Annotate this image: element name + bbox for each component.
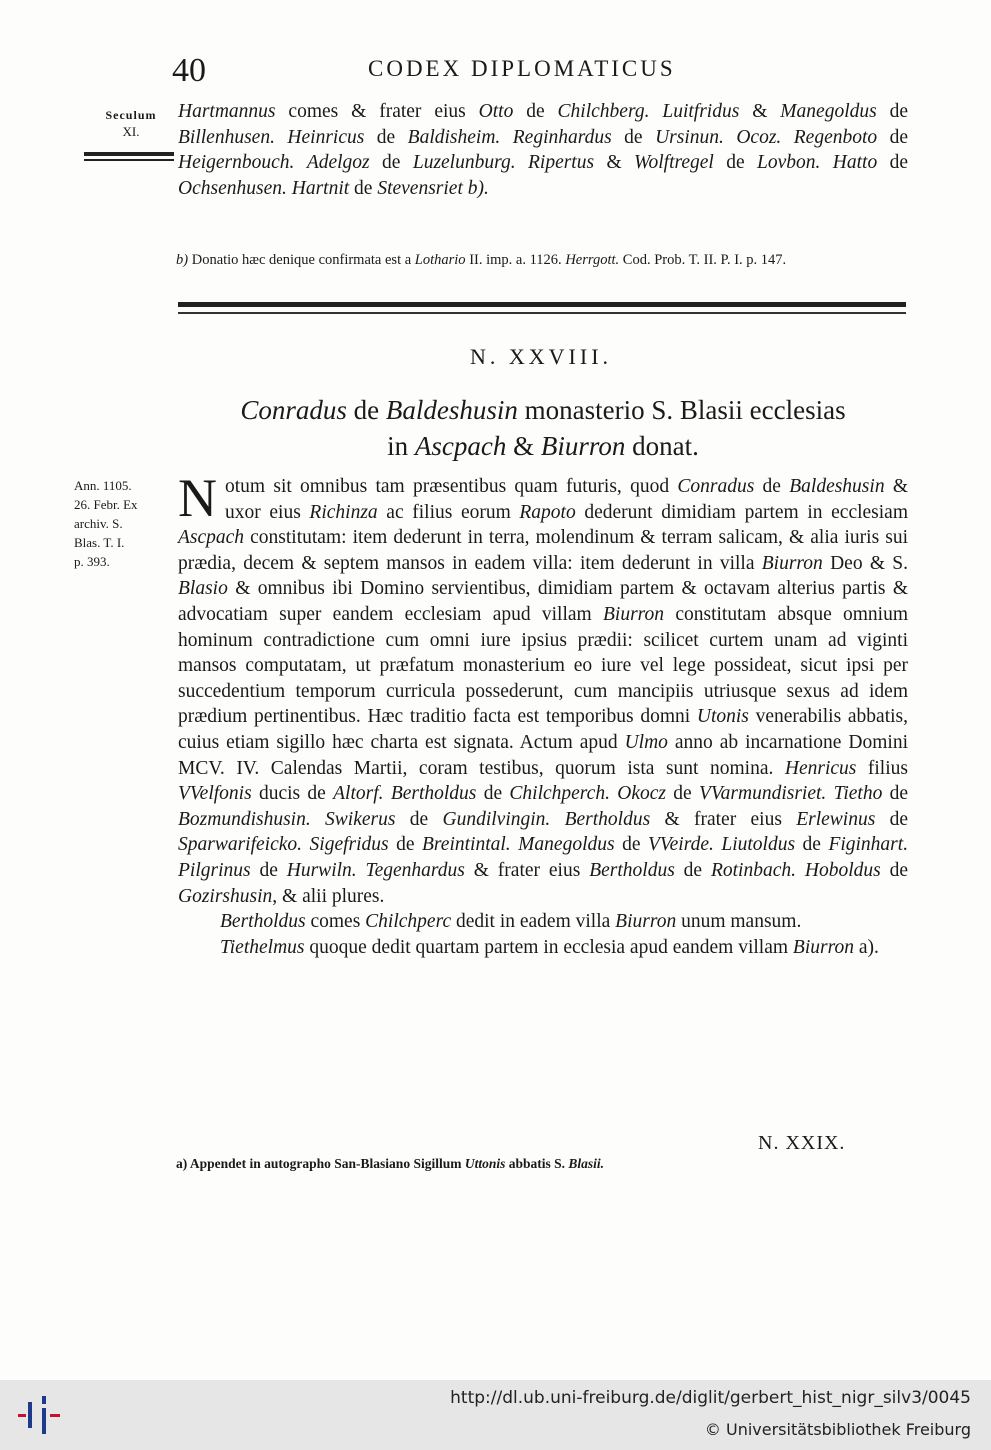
document-title: Conradus de Baldeshusin monasterio S. Blasii ecclesias in Ascpach & Biurron donat. xyxy=(240,395,846,461)
page-number: 40 xyxy=(172,52,206,89)
footnote-b: b) Donatio hæc denique confirmata est a Lothario II. imp. a. 1126. Herrgott. Cod. Prob. T. II. P. I. p. 147. xyxy=(176,252,787,268)
document-number: N. XXVIII. xyxy=(469,344,613,369)
running-title: CODEX DIPLOMATICUS xyxy=(368,56,676,81)
margin-note-line: 26. Febr. Ex xyxy=(74,497,138,512)
charter-paragraph-1: Notum sit omnibus tam præsentibus quam futuris, quod Conradus de Baldeshusin & uxor eius Richinza ac filius eorum Rapoto dederunt dimidiam partem in ecclesiam Ascpach constitutam: item dederunt in terra, molendinum & terram salicam, & alia iuris sui prædia, decem & septem mansos in eadem villa: item dederunt in villa Biurron Deo & S. Blasio & omnibus ibi Domino servientibus, dimidiam partem & octavam alterius partis & advocatiam super eandem ecclesiam apud villam Biurron constitutam absque omnium hominum contradictione cum omni iure ipsius prædii: scilicet curtem unam ad viginti mansos computatam, ut præfatum monasterium eo iure vel lege possideat, sicut ipsi per succedentium temporum curricula possederunt, cum mancipiis utriusque sexus ad idem prædium pertinentibus. Hæc traditio facta est temporibus domni Utonis venerabilis abbatis, cuius etiam sigillo hæc charta est signata. Actum apud Ulmo anno ab incarnatione Domini MCV. IV. Calendas Martii, coram testibus, quorum ista sunt nomina. Henricus filius VVelfonis ducis de Altorf. Bertholdus de Chilchperch. Okocz de VVarmundisriet. Tietho de Bozmundishusin. Swikerus de Gundilvingin. Bertholdus & frater eius Erlewinus de Sparwarifeicko. Sigefridus de Breintintal. Manegoldus de VVeirde. Liutoldus de Figinhart. Pilgrinus de Hurwiln. Tegenhardus & frater eius Bertholdus de Rotinbach. Hoboldus de Gozirshusin, & alii plures. xyxy=(178,468,909,907)
charter-paragraph-3: Tiethelmus quoque dedit quartam partem in ecclesia apud eandem villam Biurron a). xyxy=(220,936,879,958)
continuation-paragraph: Hartmannus comes & frater eius Otto de Chilchberg. Luitfridus & Manegoldus de Billenhusen. Heinricus de Baldisheim. Reginhardus de Ursinun. Ocoz. Regenboto de Heigernbouch. Adelgoz de Luzelunburg. Ripertus & Wolftregel de Lovbon. Hatto de Ochsenhusen. Hartnit de Stevensriet b). xyxy=(178,101,909,199)
initial-letter: N xyxy=(178,468,217,528)
margin-seculum xyxy=(86,108,176,140)
margin-note-line: p. 393. xyxy=(74,554,110,569)
catchword: N. XXIX. xyxy=(758,1132,846,1154)
seculum-rule-2 xyxy=(84,159,174,161)
section-rule-thick xyxy=(178,302,906,307)
ub-freiburg-logo-icon xyxy=(16,1392,68,1438)
seculum-rule-1 xyxy=(84,152,174,156)
footnote-a: a) Appendet in autographo San-Blasiano Sigillum Uttonis abbatis S. Blasii. xyxy=(176,1156,605,1171)
margin-date-note xyxy=(74,476,174,571)
margin-note-line: archiv. S. xyxy=(74,516,123,531)
section-rule-thin xyxy=(178,312,906,314)
source-url-link[interactable]: http://dl.ub.uni-freiburg.de/diglit/gerbert_hist_nigr_silv3/0045 xyxy=(450,1388,971,1408)
seculum-number: XI. xyxy=(122,124,140,139)
margin-note-line: Ann. 1105. xyxy=(74,478,132,493)
seculum-label: Seculum xyxy=(105,108,157,122)
margin-note-line: Blas. T. I. xyxy=(74,535,125,550)
copyright-notice: © Universitätsbibliothek Freiburg xyxy=(704,1420,971,1439)
main-charter-text xyxy=(178,468,909,960)
name-hartmannus: Hartmannus xyxy=(178,101,276,122)
charter-paragraph-2: Bertholdus comes Chilchperc dedit in eadem villa Biurron unum mansum. xyxy=(220,911,802,933)
